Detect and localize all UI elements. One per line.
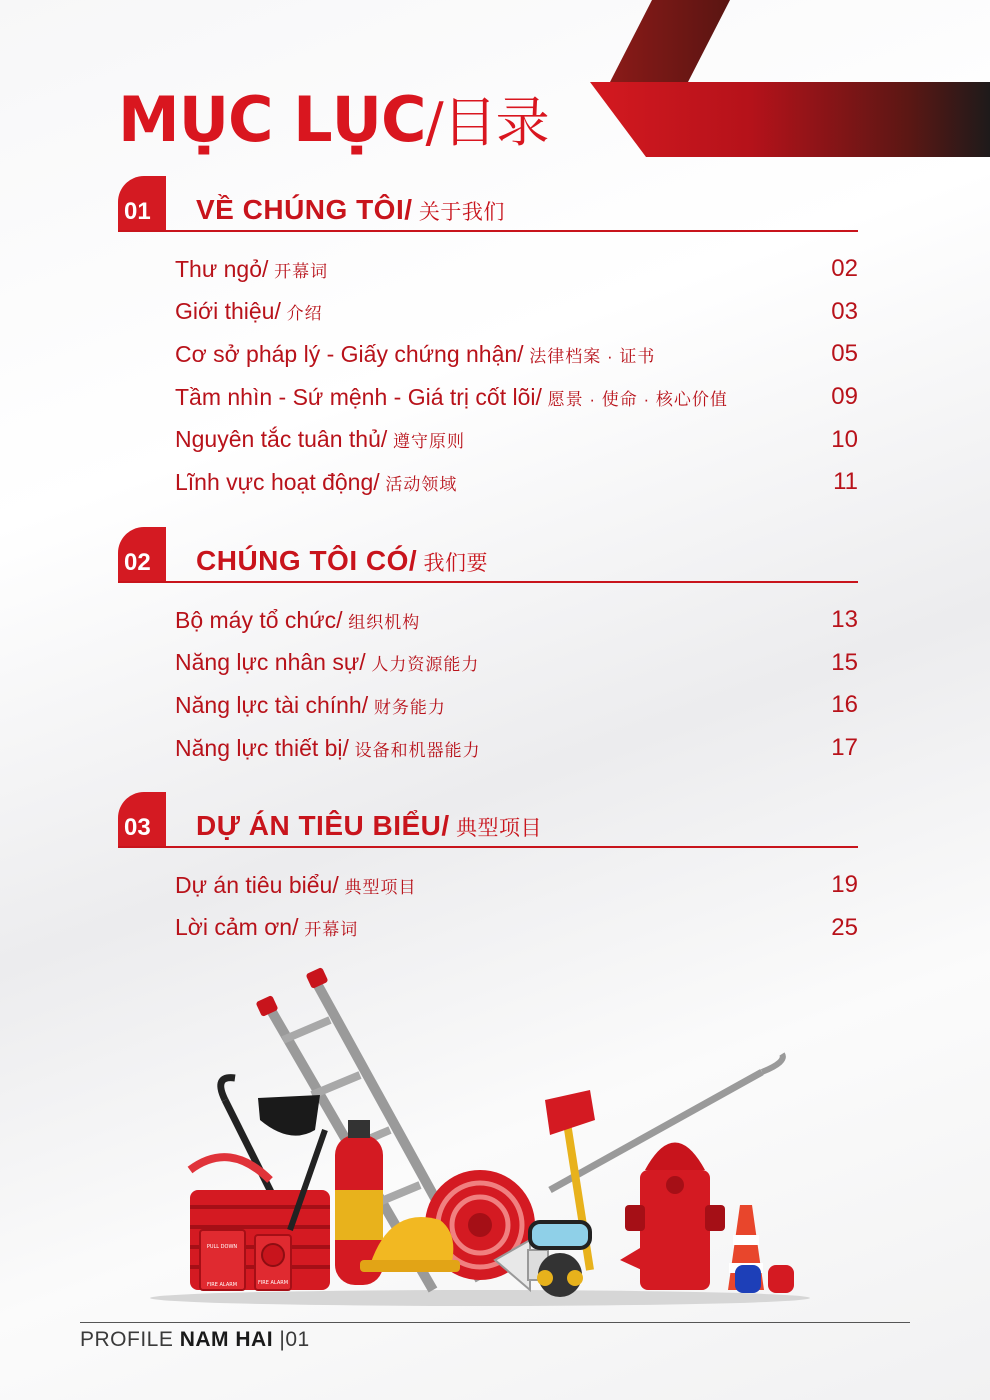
ground-shadow <box>150 1290 810 1306</box>
alarm-label-pull: PULL DOWN <box>206 1244 238 1250</box>
toc-item[interactable] <box>118 248 858 291</box>
section-divider <box>118 230 858 232</box>
toc-label-vi: Bộ máy tổ chức/ <box>175 606 343 633</box>
toc-page-number: 19 <box>831 871 858 899</box>
fire-hydrant-icon <box>625 1143 725 1291</box>
toc-page-number: 09 <box>831 383 858 411</box>
footer-divider <box>80 1322 910 1323</box>
title-vietnamese: MỤC LỤC <box>118 83 426 156</box>
section-typical-projects <box>118 792 858 949</box>
toc-item[interactable] <box>118 418 858 461</box>
toc-item[interactable] <box>118 684 858 727</box>
decorative-stripe-dark <box>610 0 730 82</box>
toc-label-vi: Năng lực thiết bị/ <box>175 734 349 761</box>
section-header <box>118 527 858 583</box>
toc-label-cn: 介绍 <box>280 304 323 324</box>
toc-label-cn: 开幕词 <box>298 920 359 940</box>
toc-item[interactable] <box>118 599 858 642</box>
toc-label-vi: Năng lực tài chính/ <box>175 691 369 718</box>
toc-label-vi: Dự án tiêu biểu/ <box>175 871 339 898</box>
fire-alarm-pull-icon <box>200 1230 245 1290</box>
toc-item-label <box>175 692 446 719</box>
toc-item[interactable] <box>118 461 858 504</box>
toc-label-vi: Thư ngỏ/ <box>175 255 269 282</box>
section-divider <box>118 581 858 583</box>
toc-item[interactable] <box>118 376 858 419</box>
toc-list <box>118 864 858 949</box>
section-title <box>196 810 542 842</box>
section-title-cn: 关于我们 <box>412 201 505 224</box>
toc-label-cn: 财务能力 <box>368 697 446 717</box>
toc-page-number: 10 <box>831 425 858 453</box>
toc-label-cn: 组织机构 <box>342 612 421 632</box>
toc-item-label <box>175 872 416 899</box>
title-separator: / <box>425 91 443 154</box>
toc-label-cn: 法律档案 · 证书 <box>523 346 656 366</box>
toc-page-number: 13 <box>831 606 858 634</box>
toc-page-number: 25 <box>831 913 858 941</box>
section-title <box>196 194 505 226</box>
toc-item[interactable] <box>118 727 858 770</box>
footer-page-number: |01 <box>273 1328 310 1351</box>
toc-page-number: 15 <box>831 648 858 676</box>
toc-item[interactable] <box>118 333 858 376</box>
toc-item-label <box>175 384 728 411</box>
section-header <box>118 792 858 848</box>
section-divider <box>118 846 858 848</box>
toc-item-label <box>175 607 420 634</box>
toc-item-label <box>175 426 465 453</box>
section-title-vi: DỰ ÁN TIÊU BIỂU/ <box>196 810 450 841</box>
toc-item[interactable] <box>118 864 858 907</box>
toc-item-label <box>175 341 655 368</box>
toc-label-vi: Cơ sở pháp lý - Giấy chứng nhận/ <box>175 340 524 367</box>
toc-item-label <box>175 256 328 283</box>
toc-page-number: 16 <box>831 691 858 719</box>
section-number: 03 <box>118 792 166 848</box>
toc-label-cn: 遵守原则 <box>387 432 465 452</box>
toc-item[interactable] <box>118 642 858 685</box>
toc-label-cn: 活动领域 <box>379 474 458 494</box>
toc-page-number: 03 <box>831 297 858 325</box>
section-number: 02 <box>118 527 166 583</box>
toc-label-cn: 设备和机器能力 <box>348 740 481 760</box>
toc-label-cn: 典型项目 <box>338 877 417 897</box>
toc-item-label <box>175 914 358 941</box>
toc-item[interactable] <box>118 907 858 950</box>
footer-prefix: PROFILE <box>80 1328 180 1351</box>
section-title-vi: CHÚNG TÔI CÓ/ <box>196 545 418 576</box>
beacon-lights-icon <box>735 1265 794 1293</box>
toc-label-cn: 人力资源能力 <box>365 655 480 675</box>
decorative-banner <box>590 82 990 157</box>
section-title-cn: 我们要 <box>417 552 489 575</box>
toc-label-vi: Nguyên tắc tuân thủ/ <box>175 426 388 453</box>
section-number: 01 <box>118 176 166 232</box>
toc-list <box>118 599 858 769</box>
section-title <box>196 545 488 577</box>
toc-label-vi: Năng lực nhân sự/ <box>175 649 366 676</box>
section-about-us <box>118 176 858 504</box>
fire-alarm-bell-icon <box>255 1235 291 1290</box>
toc-item-label <box>175 735 481 762</box>
toc-label-vi: Lời cảm ơn/ <box>175 914 299 941</box>
section-title-cn: 典型项目 <box>449 817 543 840</box>
page-title <box>118 80 549 157</box>
toc-page-number: 02 <box>831 255 858 283</box>
title-chinese: 目录 <box>442 91 549 154</box>
toc-label-vi: Giới thiệu/ <box>175 298 281 325</box>
toc-item[interactable] <box>118 291 858 334</box>
toc-page-number: 05 <box>831 340 858 368</box>
section-we-have <box>118 527 858 769</box>
toc-page-number: 11 <box>833 468 858 496</box>
toc-list <box>118 248 858 504</box>
toc-label-vi: Lĩnh vực hoạt động/ <box>175 468 380 495</box>
section-header <box>118 176 858 232</box>
alarm-label-bell: FIRE ALARM <box>257 1280 289 1286</box>
section-title-vi: VỀ CHÚNG TÔI/ <box>196 194 413 225</box>
toc-label-cn: 开幕词 <box>268 261 329 281</box>
toc-item-label <box>175 649 479 676</box>
toc-item-label <box>175 469 457 496</box>
toc-label-cn: 愿景 · 使命 · 核心价值 <box>541 389 728 409</box>
page-footer <box>80 1328 310 1352</box>
toc-page-number: 17 <box>831 734 858 762</box>
footer-company: NAM HAI <box>179 1328 274 1351</box>
firefighting-equipment-illustration <box>150 960 810 1310</box>
toc-label-vi: Tầm nhìn - Sứ mệnh - Giá trị cốt lõi/ <box>175 383 542 410</box>
alarm-label-fire: FIRE ALARM <box>206 1282 238 1288</box>
toc-item-label <box>175 298 323 325</box>
